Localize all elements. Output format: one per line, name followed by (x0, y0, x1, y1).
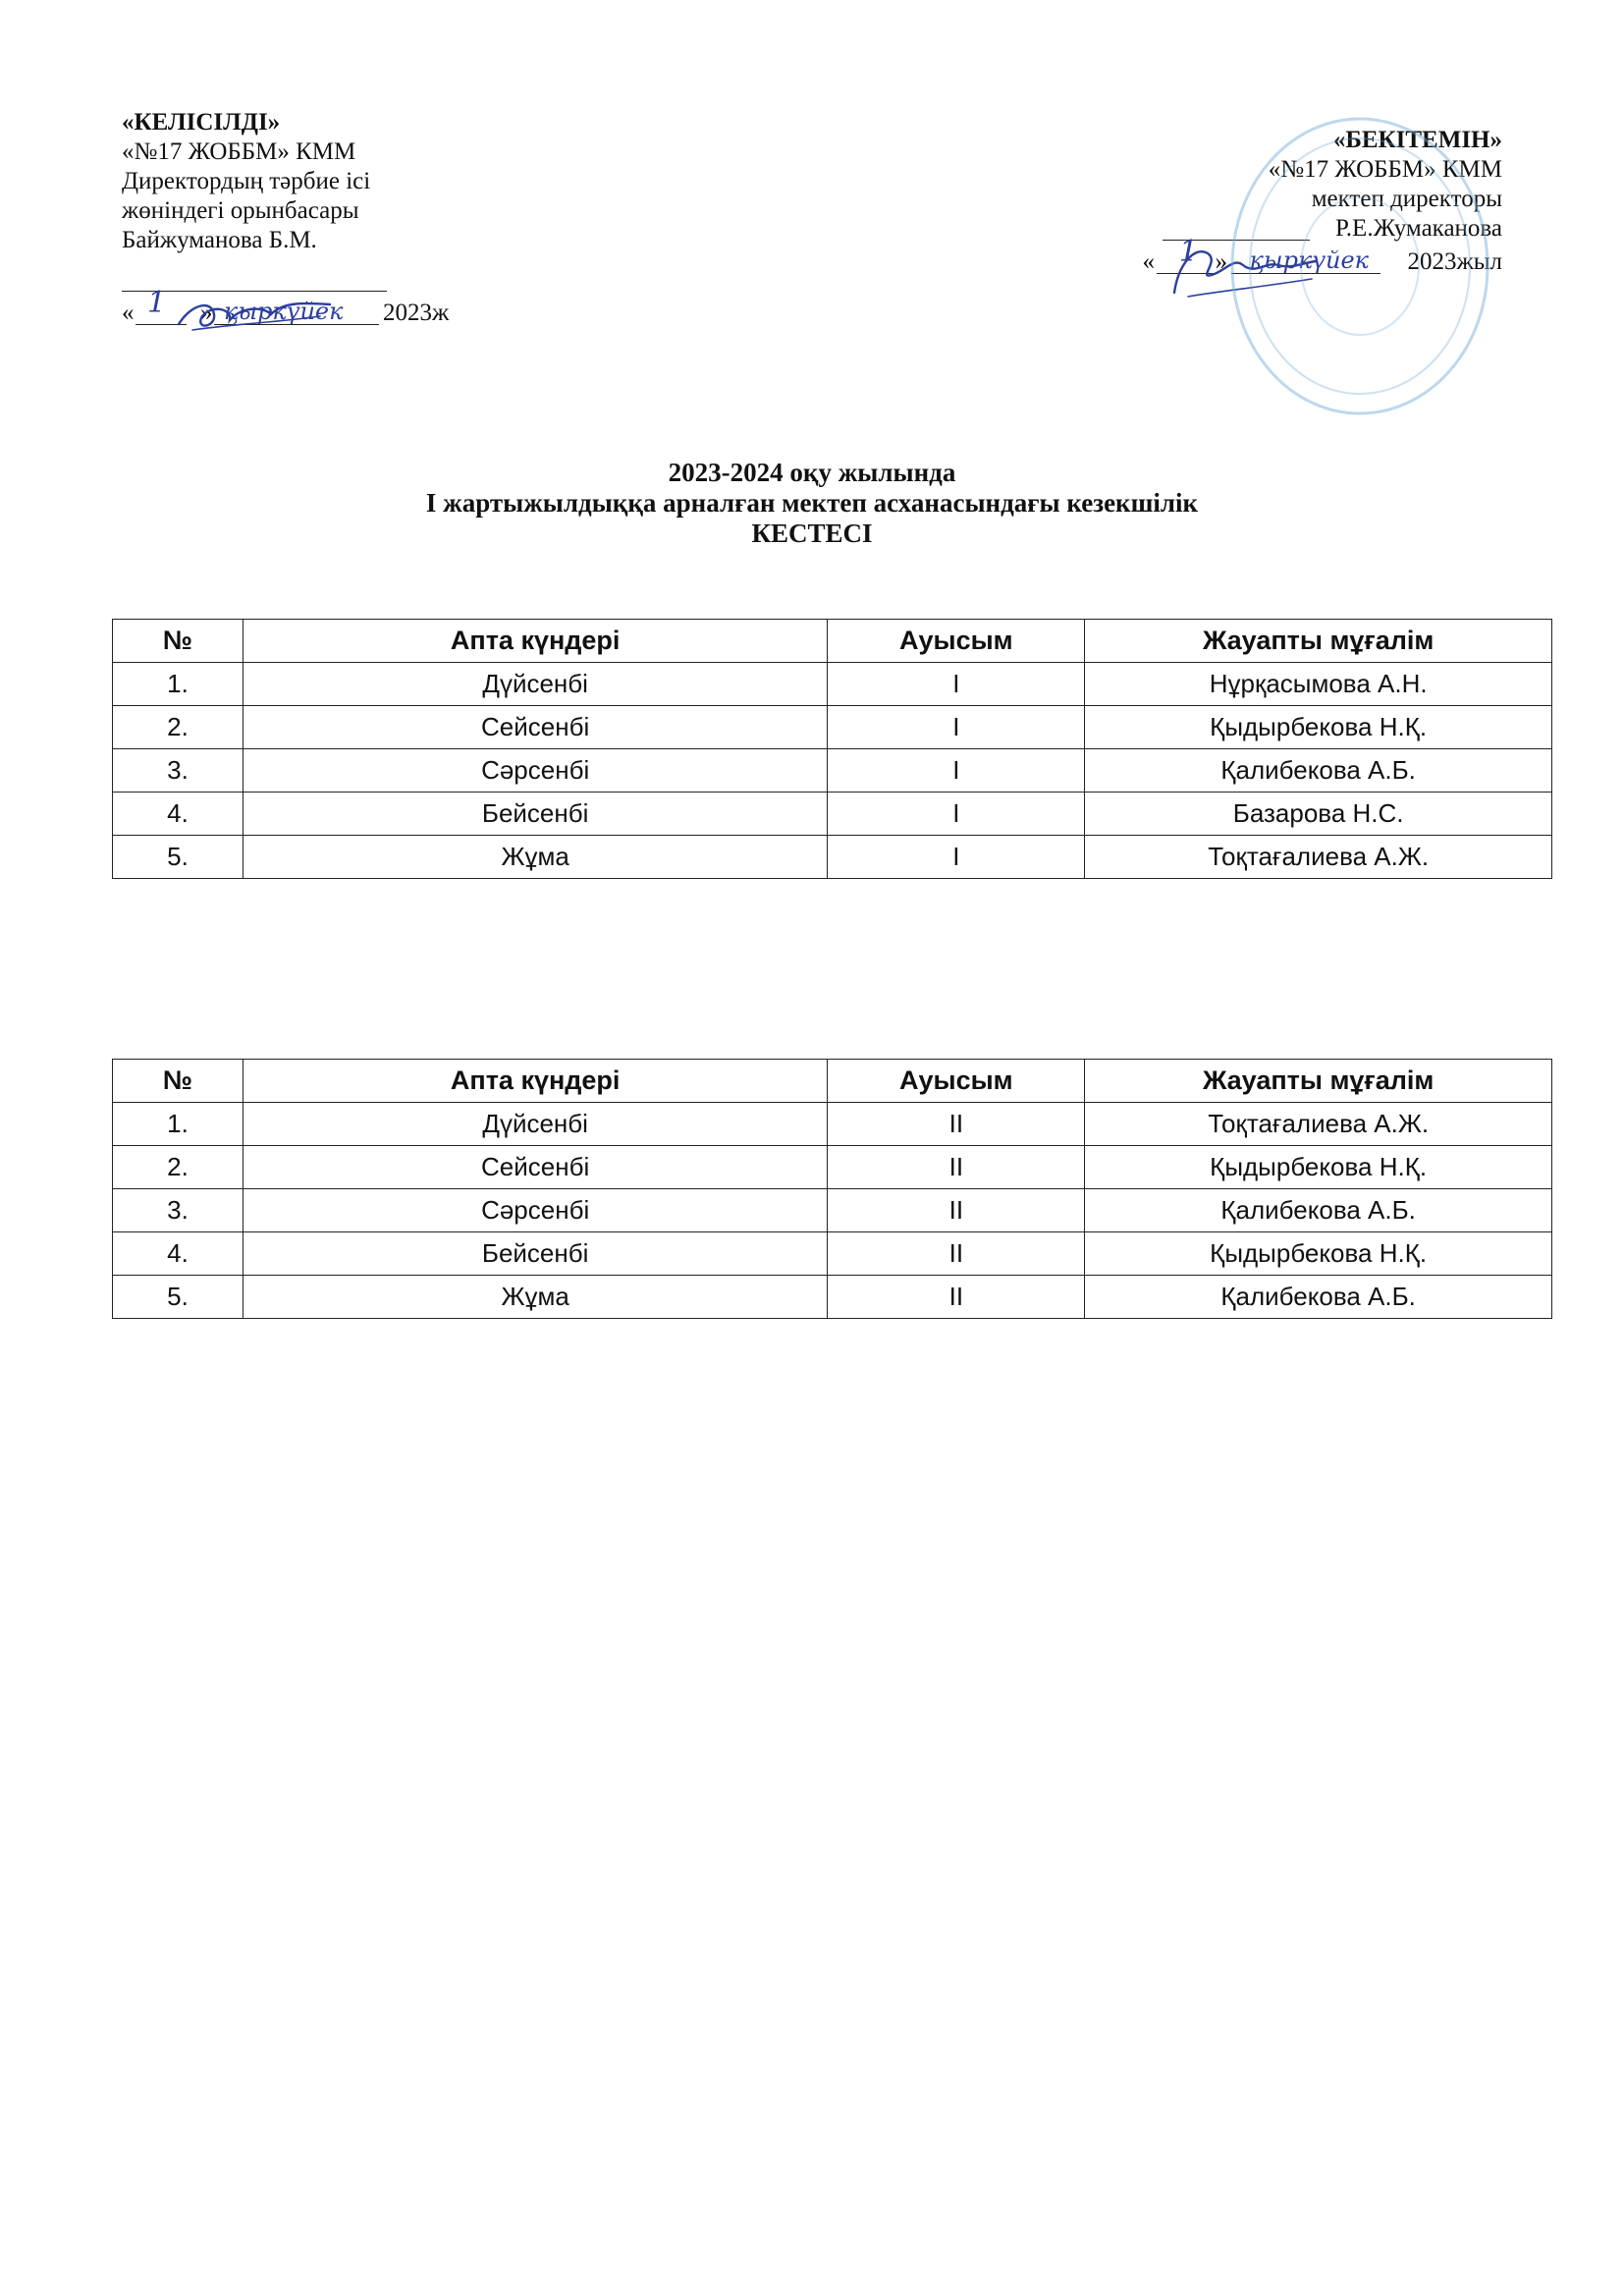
cell-shift: I (828, 836, 1085, 879)
approval-approved-block (1011, 126, 1502, 279)
table-row (113, 1189, 1552, 1232)
cell-weekday: Дүйсенбі (243, 1103, 828, 1146)
approval-agreed-name: Байжуманова Б.М. (122, 227, 317, 253)
duty-table-shift-2 (112, 1059, 1552, 1319)
table-row (113, 749, 1552, 793)
cell-teacher: Қалибекова А.Б. (1085, 749, 1552, 793)
header-teacher: Жауапты мұғалім (1085, 620, 1552, 663)
date-day-underline (135, 324, 187, 325)
cell-number: 3. (113, 749, 244, 793)
cell-shift: I (828, 706, 1085, 749)
cell-shift: II (828, 1189, 1085, 1232)
date-close-quote: » (200, 300, 213, 326)
cell-teacher: Қыдырбекова Н.Қ. (1085, 1146, 1552, 1189)
header-weekday: Апта күндері (243, 620, 828, 663)
cell-teacher: Қалибекова А.Б. (1085, 1189, 1552, 1232)
approval-approved-org: «№17 ЖОББМ» КММ (1268, 156, 1502, 183)
cell-weekday: Дүйсенбі (243, 663, 828, 706)
cell-number: 2. (113, 1146, 244, 1189)
table-row (113, 1232, 1552, 1276)
date-close-quote: » (1215, 248, 1227, 275)
date-day-handwritten: 1 (1178, 235, 1198, 269)
cell-number: 3. (113, 1189, 244, 1232)
header-shift: Ауысым (828, 1060, 1085, 1103)
date-day-underline (1157, 273, 1214, 274)
approval-approved-name-line (1011, 214, 1502, 246)
table-header-row (113, 1060, 1552, 1103)
cell-shift: II (828, 1103, 1085, 1146)
cell-shift: I (828, 793, 1085, 836)
cell-teacher: Қыдырбекова Н.Қ. (1085, 706, 1552, 749)
cell-weekday: Сәрсенбі (243, 749, 828, 793)
cell-shift: II (828, 1276, 1085, 1319)
cell-teacher: Тоқтағалиева А.Ж. (1085, 836, 1552, 879)
title-line-3: КЕСТЕСІ (751, 519, 873, 548)
cell-shift: I (828, 749, 1085, 793)
date-month-handwritten: қыркүйек (1249, 246, 1369, 274)
cell-teacher: Қалибекова А.Б. (1085, 1276, 1552, 1319)
date-open-quote: « (122, 300, 135, 326)
date-year: 2023жыл (1407, 248, 1502, 275)
header-number: № (113, 1060, 244, 1103)
date-open-quote: « (1142, 248, 1155, 275)
document-title (0, 458, 1624, 549)
approval-agreed-position-line1: Директордың тәрбие ісі (122, 168, 371, 194)
cell-shift: II (828, 1232, 1085, 1276)
cell-weekday: Сейсенбі (243, 1146, 828, 1189)
cell-number: 5. (113, 1276, 244, 1319)
cell-number: 1. (113, 663, 244, 706)
approval-approved-name: Р.Е.Жумаканова (1335, 215, 1502, 242)
cell-weekday: Жұма (243, 1276, 828, 1319)
approval-agreed-date (122, 286, 534, 330)
approval-approved-position: мектеп директоры (1311, 186, 1502, 212)
cell-teacher: Қыдырбекова Н.Қ. (1085, 1232, 1552, 1276)
table-row (113, 1103, 1552, 1146)
cell-number: 5. (113, 836, 244, 879)
approval-approved-title: «БЕКІТЕМІН» (1332, 127, 1502, 153)
table-row (113, 793, 1552, 836)
cell-shift: I (828, 663, 1085, 706)
date-year: 2023ж (383, 300, 450, 326)
cell-weekday: Сейсенбі (243, 706, 828, 749)
header-weekday: Апта күндері (243, 1060, 828, 1103)
cell-number: 4. (113, 793, 244, 836)
cell-number: 4. (113, 1232, 244, 1276)
table-header-row (113, 620, 1552, 663)
approval-agreed-signature-line (122, 255, 534, 297)
table-row (113, 1276, 1552, 1319)
cell-number: 1. (113, 1103, 244, 1146)
date-day-handwritten: 1 (147, 286, 167, 320)
approval-agreed-position-line2: жөніндегі орынбасары (122, 197, 359, 224)
title-line-1: 2023-2024 оқу жылында (668, 458, 956, 487)
header-number: № (113, 620, 244, 663)
cell-weekday: Жұма (243, 836, 828, 879)
table-row (113, 836, 1552, 879)
cell-teacher: Тоқтағалиева А.Ж. (1085, 1103, 1552, 1146)
approval-agreed-block (122, 108, 534, 330)
table-row (113, 1146, 1552, 1189)
date-month-handwritten: қыркүйек (224, 298, 344, 325)
table-row (113, 706, 1552, 749)
duty-table-shift-1 (112, 619, 1552, 879)
cell-number: 2. (113, 706, 244, 749)
approval-agreed-title: «КЕЛІСІЛДІ» (122, 109, 281, 136)
table-row (113, 663, 1552, 706)
cell-weekday: Сәрсенбі (243, 1189, 828, 1232)
cell-weekday: Бейсенбі (243, 1232, 828, 1276)
cell-weekday: Бейсенбі (243, 793, 828, 836)
title-line-2: I жартыжылдыққа арналған мектеп асханасындағы кезекшілік (425, 488, 1199, 518)
approval-agreed-org: «№17 ЖОББМ» КММ (122, 138, 356, 165)
cell-teacher: Нұрқасымова А.Н. (1085, 663, 1552, 706)
cell-shift: II (828, 1146, 1085, 1189)
cell-teacher: Базарова Н.С. (1085, 793, 1552, 836)
header-shift: Ауысым (828, 620, 1085, 663)
approval-approved-date (1011, 235, 1502, 279)
header-teacher: Жауапты мұғалім (1085, 1060, 1552, 1103)
